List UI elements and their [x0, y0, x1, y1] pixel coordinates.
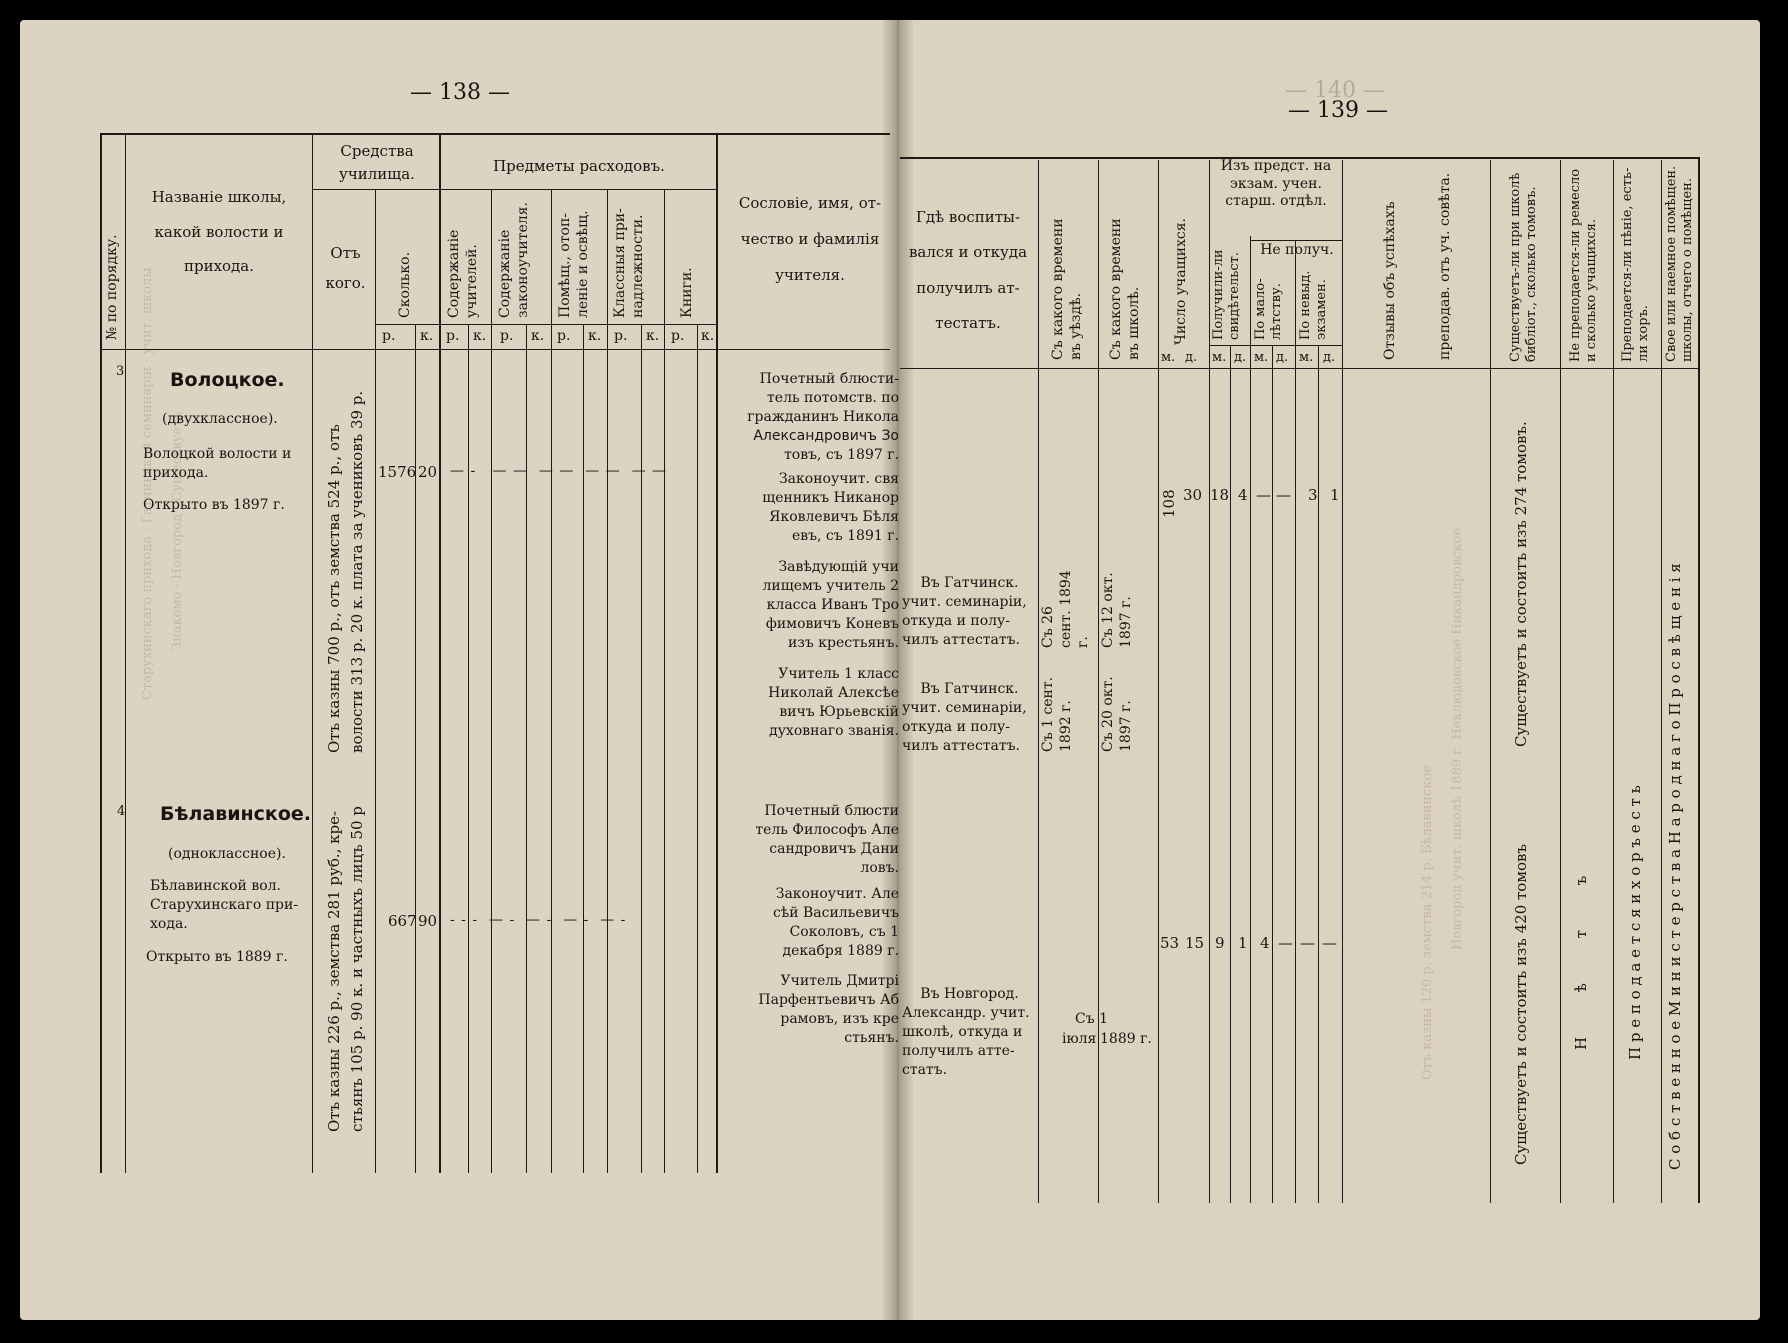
funds-rub: 667: [388, 912, 417, 930]
since-uezd-2: Съ 1 сент. 1892 г.: [1040, 676, 1074, 752]
school-number: 3: [116, 364, 125, 379]
teacher-entry: Законоучит. свя щенникъ Никанор Яковлевичъ Бѣля евъ, съ 1891 г.: [762, 471, 899, 544]
header-exp-teachers: Содержаніе учителей.: [446, 229, 480, 318]
left-page-number: — 138 —: [410, 80, 510, 105]
education-entry: Въ Гатчинск. учит. семинаріи, откуда и полу- чилъ аттестатъ.: [902, 681, 1027, 754]
faint-page-number: — 140 —: [1285, 78, 1385, 103]
header-got-cert: Получили-ли свидѣтельст.: [1211, 249, 1243, 340]
left-header-bottom: [100, 349, 890, 350]
own-text: С о б с т в е н н о е М и н и с т е р с т в а Н а р о д н а г о П р о с в ѣ щ е н і я: [1666, 563, 1684, 1170]
library-row2: Существуетъ и состоитъ изъ 420 томовъ: [1512, 843, 1530, 1165]
teacher-entry: Почетный блюсти- тель потомств. по гражданинъ Никола Александровичъ Зо товъ, съ 1897 г.: [747, 371, 899, 463]
header-exp-class: Классныя при-надлежности.: [612, 208, 646, 318]
header-singing: Преподается-ли пѣніе, есть-ли хоръ.: [1620, 167, 1652, 362]
header-educated: Гдѣ воспиты-вался и откуда получилъ ат-тестатъ.: [908, 208, 1028, 332]
teacher-entry: Почетный блюсти тель Философъ Але сандровичъ Дани ловъ.: [755, 803, 899, 876]
header-estate: Сословіе, имя, от-чество и фамилія учителя.: [738, 194, 882, 284]
funds-kop: 20: [418, 463, 438, 481]
header-no-exam: По невыд. экзамен.: [1298, 270, 1330, 340]
school-name: Бѣлавинское.: [160, 803, 311, 825]
header-craft: Не преподается-ли ремесло и сколько учащихся.: [1568, 168, 1600, 362]
header-exp-law: Содержаніе законоучителя.: [497, 202, 531, 318]
header-exp-premises: Помѣщ., отоп-леніе и освѣщ.: [557, 210, 591, 318]
header-reviews2: преподав. отъ уч. совѣта.: [1437, 172, 1453, 360]
header-exp-books: Книги.: [679, 267, 695, 318]
right-header-bottom: [900, 368, 1700, 369]
header-reviews: Отзывы объ успѣхахъ: [1382, 201, 1398, 360]
header-expenses: Предметы расходовъ.: [493, 157, 665, 175]
school-number: 4: [117, 804, 126, 819]
school-opened: Открыто въ 1897 г.: [143, 497, 285, 513]
since-uezd-3: Съ 1: [1075, 1011, 1108, 1027]
since-school-2: Съ 20 окт. 1897 г.: [1100, 676, 1134, 752]
school-name: Волоцкое.: [170, 369, 285, 391]
since-school-3: 1889 г.: [1100, 1031, 1152, 1047]
library-row1: Существуетъ и состоитъ изъ 274 томовъ.: [1512, 421, 1530, 747]
school-type: (двухклассное).: [162, 411, 278, 427]
funds-from-line1: Отъ казны 226 р., земства 281 руб., кре-: [325, 810, 343, 1132]
right-page-number: — 139 —: [1288, 98, 1388, 123]
header-by-age: По мало-лѣтству.: [1253, 278, 1285, 340]
header-order: № по порядку.: [104, 234, 120, 340]
header-funds: Средства училища.: [339, 142, 415, 183]
header-own: Свое или наемное помѣщен. школы, отчего о помѣщен.: [1664, 165, 1696, 362]
teacher-entry: Законоучит. Але сѣй Васильевичъ Соколовъ, съ 1 декабря 1889 г.: [772, 886, 899, 959]
header-library: Существуетъ-ли при школѣ библіот., сколько томовъ.: [1508, 172, 1540, 362]
education-entry: Въ Гатчинск. учит. семинаріи, откуда и полу- чилъ аттестатъ.: [902, 575, 1027, 648]
since-school-1: Съ 12 окт. 1897 г.: [1100, 572, 1134, 648]
school-opened: Открыто въ 1889 г.: [146, 949, 288, 965]
funds-rub: 1576: [378, 463, 417, 481]
school-type: (одноклассное).: [168, 846, 286, 862]
funds-kop: 90: [418, 912, 438, 930]
header-not-got: Не получ.: [1260, 242, 1334, 258]
education-entry: Въ Новгород. Александр. учит. школѣ, откуда и получилъ атте- статъ.: [902, 986, 1030, 1078]
header-since-school: Съ какого времени въ школѣ.: [1108, 218, 1142, 360]
since-uezd-3b: іюля: [1062, 1031, 1097, 1047]
header-from-whom: Отъ кого.: [325, 244, 366, 292]
teacher-entry: Учитель 1 класс Николай Алексѣе вичъ Юрьевскій духовнаго званія.: [768, 666, 899, 739]
teacher-entry: Завѣдующій учи лищемъ учитель 2 класса Иванъ Тро фимовичъ Коневъ изъ крестьянъ.: [762, 559, 899, 651]
header-since-uezd: Съ какого времени въ уѣздѣ.: [1050, 218, 1084, 360]
funds-from-line2: стьянъ 105 р. 90 к. и частныхъ лицъ 50 р: [348, 806, 366, 1132]
school-parish: Волоцкой волости и прихода.: [143, 446, 292, 481]
header-students: Число учащихся.: [1173, 218, 1189, 345]
students-total: 108: [1160, 489, 1178, 518]
funds-from-line2: волости 313 р. 20 к. плата за учениковъ 39 р.: [348, 390, 366, 753]
left-table-top-border: [100, 133, 890, 135]
header-school-name: Названіе школы, какой волости и прихода.: [151, 188, 287, 275]
since-uezd-1: Съ 26 сент. 1894 г.: [1040, 570, 1091, 648]
singing-text: П р е п о д а е т с я и х о р ъ е с т ь: [1626, 785, 1644, 1060]
school-parish: Бѣлавинской вол. Старухинскаго при-хода.: [150, 878, 299, 932]
header-exam: Изъ предст. на экзам. учен. старш. отдѣл.: [1220, 158, 1332, 209]
craft-text: Н ѣ т ъ: [1572, 875, 1590, 1050]
teacher-entry: Учитель Дмитрі Парфентьевичъ Аб рамовъ, изъ кре стьянъ.: [758, 973, 899, 1046]
header-how-much: Сколько.: [397, 251, 413, 318]
funds-from-line1: Отъ казны 700 р., отъ земства 524 р., отъ: [325, 424, 343, 753]
